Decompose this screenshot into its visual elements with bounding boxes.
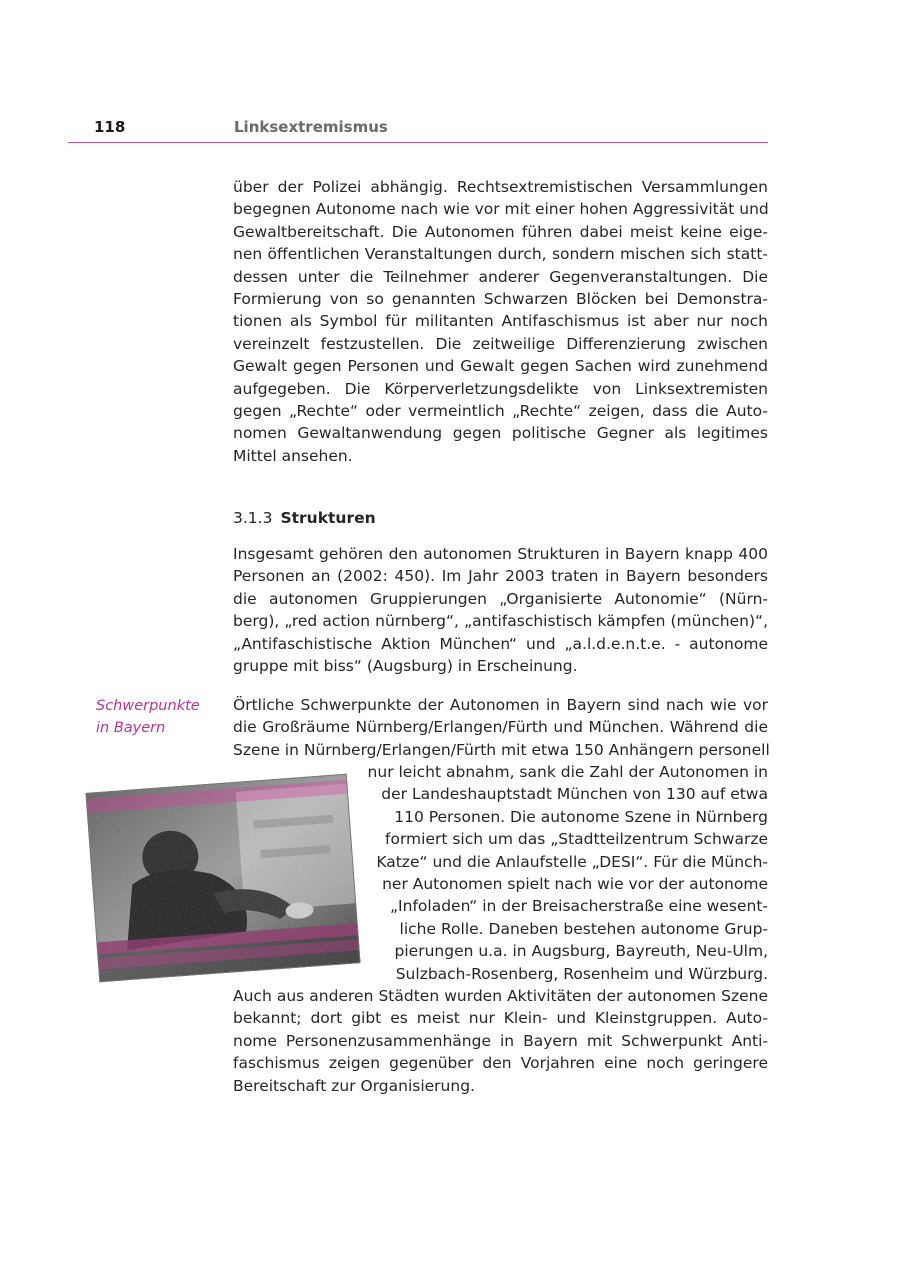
text-line: pierungen u.a. in Augsburg, Bayreuth, Neu-Ulm, <box>394 942 768 961</box>
section-number: 3.1.3 <box>233 509 273 527</box>
text-line: die autonomen Gruppierungen „Organisierte Autonomie“ (Nürn- <box>233 589 768 608</box>
section-title: Strukturen <box>280 509 376 527</box>
running-title: Linksextremismus <box>234 118 388 136</box>
section-heading <box>233 509 376 527</box>
text-line: gegen „Rechte“ oder vermeintlich „Rechte“ zeigen, dass die Auto- <box>233 402 768 421</box>
text-line: Auch aus anderen Städten wurden Aktivitäten der autonomen Szene <box>233 987 768 1005</box>
text-line: faschismus zeigen gegenüber den Vorjahren eine noch geringere <box>233 1054 768 1073</box>
text-line: über der Polizei abhängig. Rechtsextremistischen Versammlungen <box>233 178 768 196</box>
text-line: die Großräume Nürnberg/Erlangen/Fürth und München. Während die <box>233 718 768 737</box>
text-line: begegnen Autonome nach wie vor mit einer hohen Aggressivität und <box>233 200 769 219</box>
text-line: Örtliche Schwerpunkte der Autonomen in Bayern sind nach wie vor <box>233 696 768 714</box>
text-line: „Infoladen“ in der Breisacherstraße eine wesent- <box>390 897 768 916</box>
text-line: dessen unter die Teilnehmer anderer Gegenveranstaltungen. Die <box>233 267 768 286</box>
margin-note-line: Schwerpunkte <box>96 698 200 714</box>
paragraph-police-section <box>233 176 768 467</box>
page-number: 118 <box>94 118 126 136</box>
text-line: nomen Gewaltanwendung gegen politische Gegner als legitimes <box>233 424 768 443</box>
text-line: tionen als Symbol für militanten Antifaschismus ist aber nur noch <box>233 312 768 331</box>
text-line: Bereitschaft zur Organisierung. <box>233 1076 475 1095</box>
demonstration-photo <box>85 774 360 983</box>
text-line: gruppe mit biss“ (Augsburg) in Erscheinung. <box>233 657 578 676</box>
text-line: vereinzelt festzustellen. Die zeitweilige Differenzierung zwischen <box>233 334 768 353</box>
text-line: Formierung von so genannten Schwarzen Blöcken bei Demonstra- <box>233 290 768 309</box>
text-line: Personen an (2002: 450). Im Jahr 2003 traten in Bayern besonders <box>233 567 768 586</box>
paragraph-focal-points <box>233 694 768 761</box>
paragraph-structures <box>233 543 768 677</box>
text-line: „Antifaschistische Aktion München“ und „a.l.d.e.n.t.e. - autonome <box>233 634 768 653</box>
text-line: Sulzbach-Rosenberg, Rosenheim und Würzburg. <box>395 964 768 983</box>
margin-note <box>96 695 200 739</box>
text-line: der Landeshauptstadt München von 130 auf etwa <box>381 785 768 804</box>
photo-image <box>85 774 360 983</box>
text-line: Szene in Nürnberg/Erlangen/Fürth mit etwa 150 Anhängern personell <box>233 740 770 759</box>
text-line: Gewalt gegen Personen und Gewalt gegen Sachen wird zunehmend <box>233 357 768 376</box>
text-line: 110 Personen. Die autonome Szene in Nürnberg <box>394 807 768 826</box>
text-line: Insgesamt gehören den autonomen Strukturen in Bayern knapp 400 <box>233 545 768 563</box>
text-line: nur leicht abnahm, sank die Zahl der Autonomen in <box>367 763 768 781</box>
text-line: nome Personenzusammenhänge in Bayern mit Schwerpunkt Anti- <box>233 1031 768 1050</box>
text-line: bekannt; dort gibt es meist nur Klein- und Kleinstgruppen. Auto- <box>233 1009 768 1028</box>
text-line: nen öffentlichen Veranstaltungen durch, sondern mischen sich statt- <box>233 245 768 264</box>
text-line: formiert sich um das „Stadtteilzentrum Schwarze <box>385 830 768 849</box>
text-line: liche Rolle. Daneben bestehen autonome Grup- <box>399 919 768 938</box>
margin-note-line: in Bayern <box>96 720 166 736</box>
paragraph-focal-points-tail <box>233 985 768 1097</box>
text-line: ner Autonomen spielt nach wie vor der autonome <box>382 875 768 894</box>
text-line: Katze“ und die Anlaufstelle „DESI“. Für die Münch- <box>376 852 768 871</box>
running-header <box>68 118 768 143</box>
text-line: Gewaltbereitschaft. Die Autonomen führen dabei meist keine eige- <box>233 222 768 241</box>
text-line: Mittel ansehen. <box>233 446 353 465</box>
text-line: berg), „red action nürnberg“, „antifaschistisch kämpfen (münchen)“, <box>233 612 768 631</box>
text-line: aufgegeben. Die Körperverletzungsdelikte von Linksextremisten <box>233 379 768 398</box>
paragraph-focal-points-wrap <box>330 761 768 985</box>
